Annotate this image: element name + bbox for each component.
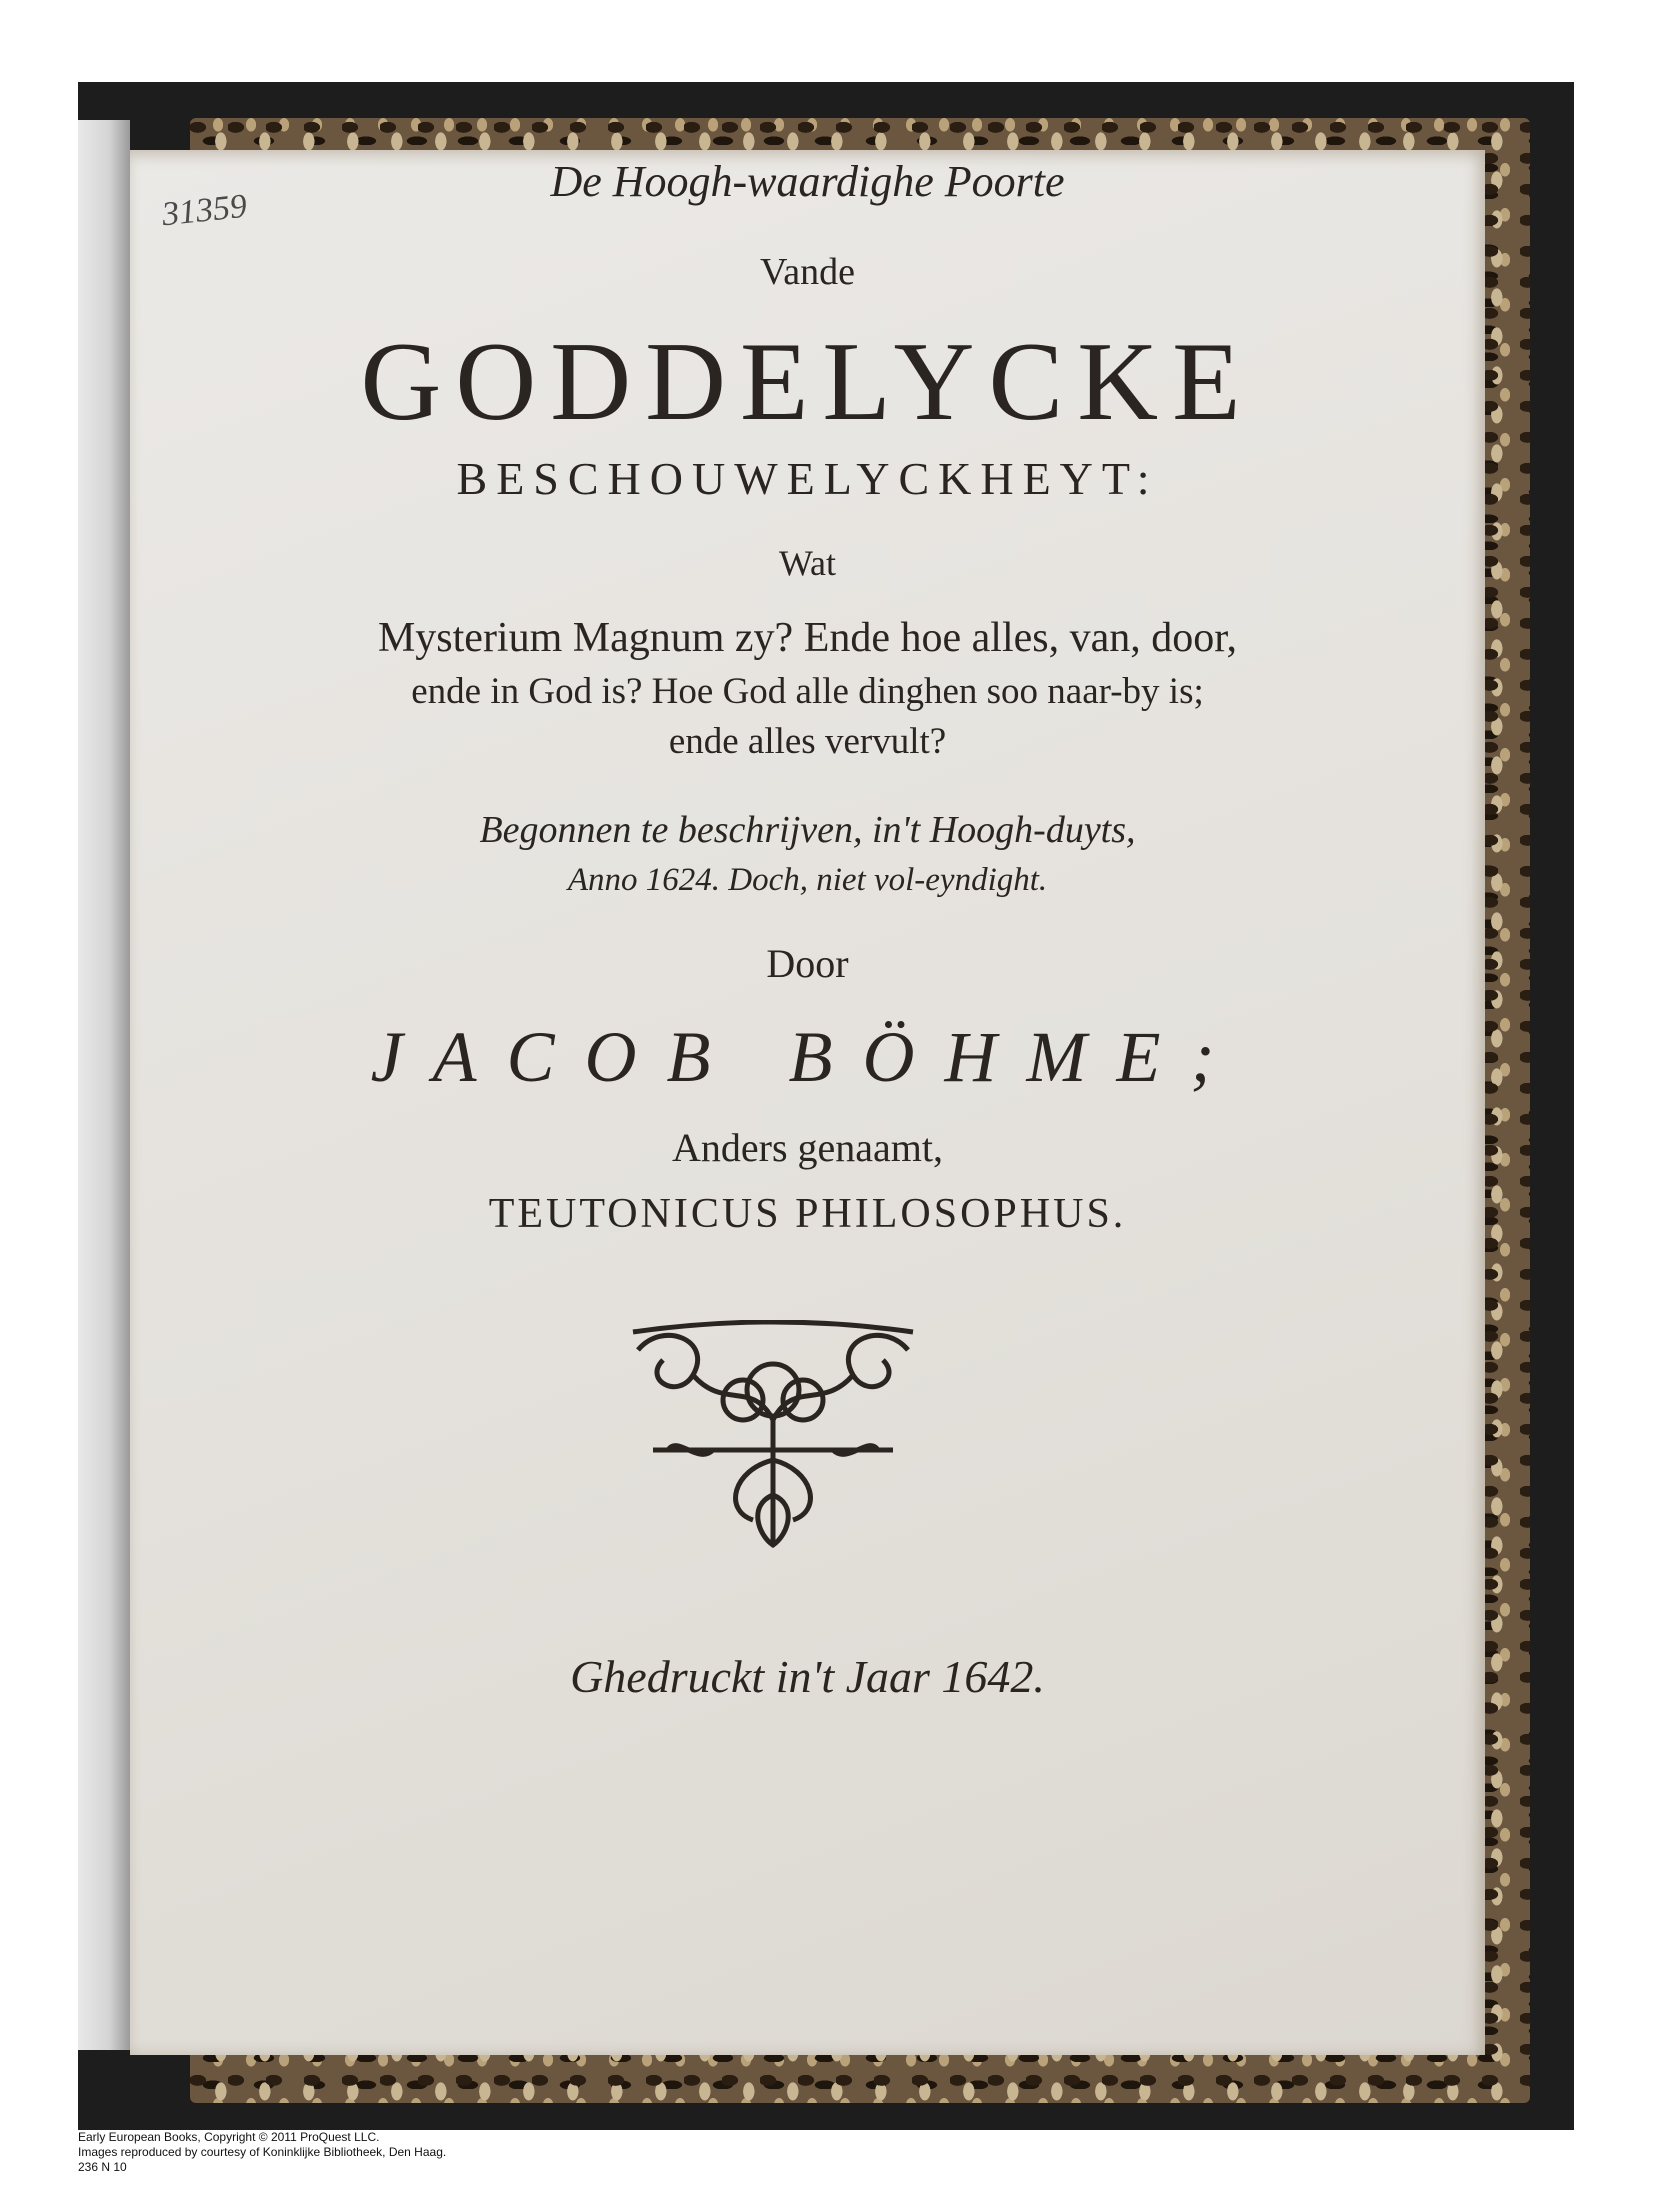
main-title: GODDELYCKE — [360, 320, 1255, 444]
by-line: Door — [766, 941, 849, 986]
alias-intro: Anders genaamt, — [671, 1125, 943, 1170]
description-line-3: ende alles vervult? — [668, 721, 947, 762]
handwritten-shelfmark: 31359 — [160, 187, 249, 234]
subtitle: BESCHOUWELYCKHEYT: — [456, 453, 1159, 504]
printers-ornament — [623, 1320, 923, 1556]
credit-line-1: Early European Books, Copyright © 2011 ProQuest LLC. — [78, 2130, 380, 2144]
author-name: JACOB BÖHME; — [370, 1017, 1245, 1097]
title-line-2: Vande — [760, 251, 855, 293]
origin-line-1: Begonnen te beschrijven, in't Hoogh-duyts, — [479, 809, 1136, 851]
imprint: Ghedruckt in't Jaar 1642. — [570, 1651, 1045, 1702]
facing-page-edge — [78, 120, 130, 2050]
title-page — [130, 150, 1485, 2055]
origin-line-2: Anno 1624. Doch, niet vol-eyndight. — [567, 862, 1048, 898]
copyright-credits — [78, 2130, 1574, 2175]
title-line-5: Wat — [778, 543, 837, 583]
credit-line-3: 236 N 10 — [78, 2160, 127, 2174]
description-line-2: ende in God is? Hoe God alle dinghen soo naar-by is; — [411, 671, 1204, 712]
title-line-1: De Hoogh-waardighe Poorte — [550, 157, 1065, 206]
description-line-1: Mysterium Magnum zy? Ende hoe alles, van, door, — [377, 615, 1238, 661]
credit-line-2: Images reproduced by courtesy of Koninklijke Bibliotheek, Den Haag. — [78, 2145, 447, 2159]
author-alias: TEUTONICUS PHILOSOPHUS. — [488, 1191, 1127, 1237]
